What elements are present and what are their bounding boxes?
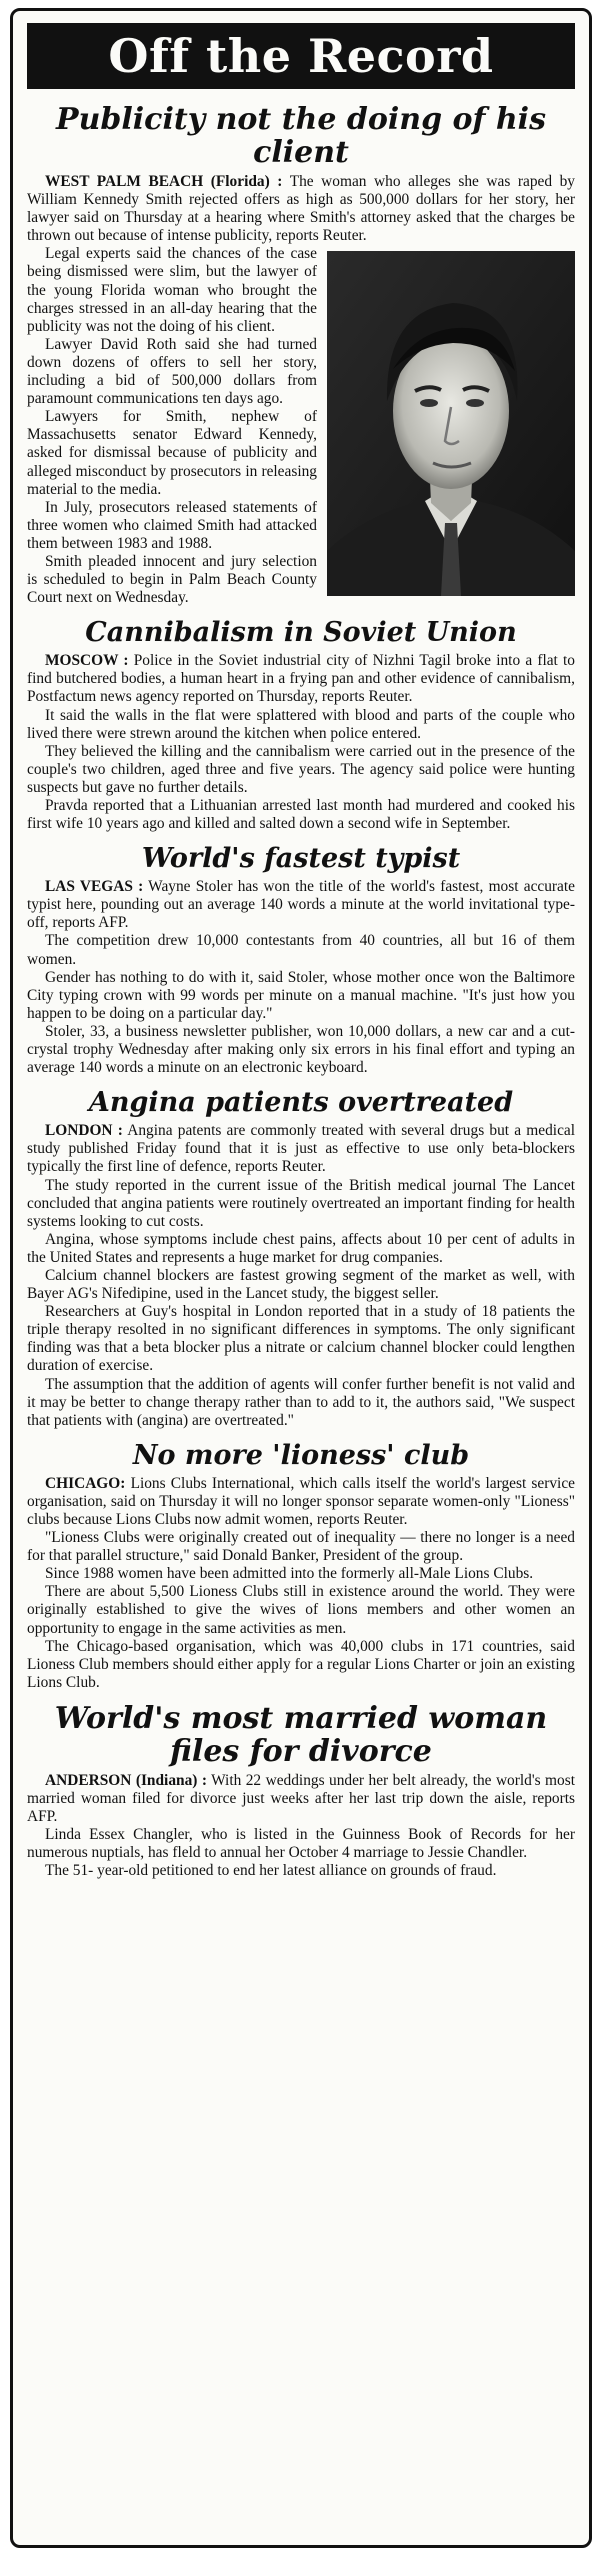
paragraph: The Chicago-based organisation, which was 40,000 clubs in 171 countries, said Lioness Club members should either apply for a regular Lions Charter or join an existing Lions Club. — [27, 1637, 575, 1691]
newspaper-page — [10, 8, 592, 2548]
paragraph: They believed the killing and the cannibalism were carried out in the presence of the couple's two children, aged three and five years. The agency said police were hunting suspects but gave no further details. — [27, 742, 575, 796]
story-cannibalism — [27, 609, 575, 833]
story-married-woman — [27, 1694, 575, 1881]
paragraph: There are about 5,500 Lioness Clubs still in existence around the world. They were originally established to give the wives of lions members and other women an opportunity to engage in the same activities as men. — [27, 1583, 575, 1637]
headline: No more 'lioness' club — [132, 1439, 470, 1471]
paragraph: LONDON : Angina patents are commonly treated with several drugs but a medical study published Friday found that it is just as effective to use only beta-blockers typically the first line of defence, reports Reuter. — [27, 1122, 575, 1176]
headline: Cannibalism in Soviet Union — [85, 617, 517, 649]
paragraph: The 51- year-old petitioned to end her latest alliance on grounds of fraud. — [45, 1862, 497, 1880]
paragraph: ANDERSON (Indiana) : With 22 weddings under her belt already, the world's most married woman filed for divorce just weeks after her last trip down the aisle, reports AFP. — [27, 1771, 575, 1826]
dateline: MOSCOW : — [45, 652, 129, 670]
dateline: LAS VEGAS : — [45, 878, 144, 896]
story-body — [27, 652, 575, 833]
paragraph: CHICAGO: Lions Clubs International, which calls itself the world's largest service organisation, said on Thursday it will no longer sponsor separate women-only "Lioness" clubs because Lions Clubs now admit women, reports Reuter. — [27, 1474, 575, 1528]
paragraph: "Lioness Clubs were originally created out of inequality — there no longer is a need for that parallel structure," said Donald Banker, President of the group. — [27, 1529, 575, 1565]
paragraph: It said the walls in the flat were splattered with blood and parts of the couple who lived there were strewn around the kitchen when police entered. — [27, 706, 575, 742]
story-body — [27, 173, 575, 607]
paragraph: MOSCOW : Police in the Soviet industrial city of Nizhni Tagil broke into a flat to find butchered bodies, a human heart in a frying pan and other evidence of cannibalism, Postfactum news agency reported on Thursday, reports Reuter. — [27, 652, 575, 706]
paragraph: Lawyers for Smith, nephew of Massachusetts senator Edward Kennedy, asked for dismissal because of publicity and alleged misconduct by prosecutors in releasing material to the media. — [27, 408, 317, 498]
story-body — [27, 878, 575, 1077]
paragraph: Researchers at Guy's hospital in London reported that in a study of 18 patients the triple therapy resolted in no significant differences in symptoms. The only significant finding was that a beta blocker plus a nitrate or calcium channel blocker could lengthen duration of exercise. — [27, 1303, 575, 1375]
headline: Angina patients overtreated — [88, 1087, 514, 1119]
paragraph: Angina, whose symptoms include chest pains, affects about 10 per cent of adults in the United States and represents a huge market for drug companies. — [27, 1230, 575, 1266]
dateline: LONDON : — [45, 1122, 123, 1140]
story-publicity — [27, 95, 575, 607]
paragraph: Linda Essex Changler, who is listed in the Guinness Book of Records for her numerous nuptials, has fleld to annual her October 4 marriage to Jessie Chandler. — [27, 1826, 575, 1862]
story-body — [27, 1772, 575, 1881]
headline: World's most married woman files for divorce — [54, 1700, 548, 1769]
headline: World's fastest typist — [141, 843, 461, 875]
paragraph: Smith pleaded innocent and jury selection is scheduled to begin in Palm Beach County Court next on Wednesday. — [27, 552, 317, 607]
paragraph: WEST PALM BEACH (Florida) : The woman who alleges she was raped by William Kennedy Smith rejected offers as high as 500,000 dollars for her story, her lawyer said on Thursday at a hearing where Smith's attorney asked that the charges be thrown out because of intense publicity, reports Reuter. — [27, 173, 575, 245]
story-lioness — [27, 1432, 575, 1692]
paragraph: Legal experts said the chances of the case being dismissed were slim, but the lawyer of the young Florida woman who brought the charges stressed in an all-day hearing that the publicity was not the doing of his client. — [27, 245, 317, 335]
paragraph: The study reported in the current issue of the British medical journal The Lancet concluded that angina patients were routinely overtreated an important finding for health systems looking to cut costs. — [27, 1176, 575, 1230]
dateline: WEST PALM BEACH (Florida) : — [45, 173, 283, 190]
paragraph: Calcium channel blockers are fastest growing segment of the market as well, with Bayer AG's Nifedipine, used in the Lancet study, the biggest seller. — [27, 1266, 575, 1303]
paragraph: Pravda reported that a Lithuanian arrested last month had murdered and cooked his first wife 10 years ago and killed and salted down a second wife in September. — [27, 797, 575, 833]
portrait-photo — [327, 251, 575, 596]
story-typist — [27, 835, 575, 1077]
paragraph: Lawyer David Roth said she had turned down dozens of offers to sell her story, including a bid of 500,000 dollars from paramount communications ten days ago. — [27, 335, 317, 408]
story-body — [27, 1122, 575, 1430]
paragraph: LAS VEGAS : Wayne Stoler has won the title of the world's fastest, most accurate typist here, pounding out an average 140 words a minute at the world invitational type-off, reports AFP. — [27, 878, 575, 932]
paragraph: The assumption that the addition of agents will confer further benefit is not valid and it may be better to change therapy rather than to add to it, the authors said, "We suspect that patients with (angina) are overtreated." — [27, 1375, 575, 1429]
headline: Publicity not the doing of his client — [56, 102, 546, 170]
paragraph: Gender has nothing to do with it, said Stoler, whose mother once won the Baltimore City typing crown with 99 words per minute on a manual machine. "It's just how you happen to be doing on a particular day." — [27, 968, 575, 1022]
story-body — [27, 1475, 575, 1692]
dateline: CHICAGO: — [45, 1474, 126, 1492]
paragraph: The competition drew 10,000 contestants from 40 countries, all but 16 of them women. — [27, 932, 575, 968]
paragraph: Since 1988 women have been admitted into the formerly all-Male Lions Clubs. — [45, 1565, 534, 1583]
paragraph: Stoler, 33, a business newsletter publisher, won 10,000 dollars, a new car and a cut-crystal trophy Wednesday after making only six errors in his final effort and typing an average 140 words a minute on an electronic keyboard. — [27, 1022, 575, 1077]
story-angina — [27, 1079, 575, 1430]
paragraph: In July, prosecutors released statements of three women who claimed Smith had attacked them between 1983 and 1988. — [27, 498, 317, 552]
dateline: ANDERSON (Indiana) : — [45, 1771, 207, 1789]
masthead: Off the Record — [27, 23, 575, 89]
